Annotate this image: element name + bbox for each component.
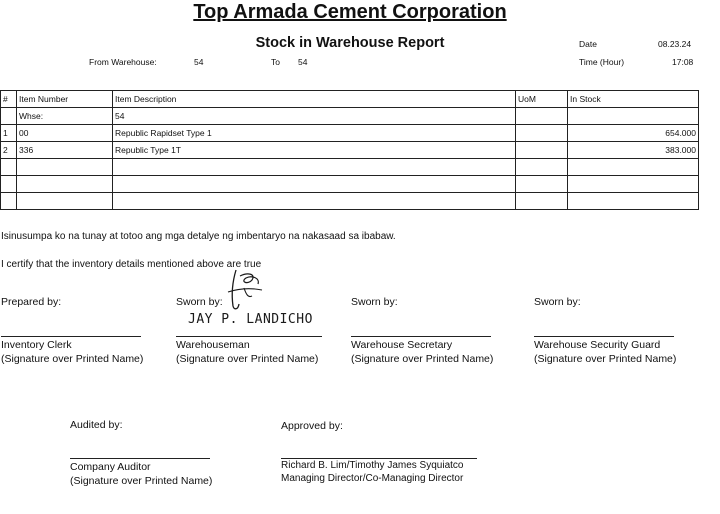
security-guard-note: (Signature over Printed Name) — [534, 353, 677, 365]
table-row — [1, 142, 699, 159]
item-uom — [516, 125, 568, 142]
secretary-note: (Signature over Printed Name) — [351, 353, 494, 365]
item-number: 336 — [17, 142, 113, 159]
date-value: 08.23.24 — [658, 39, 692, 49]
stock-table — [0, 90, 699, 210]
company-name: Top Armada Cement Corporation — [193, 1, 507, 23]
secretary-signature-line — [351, 336, 491, 337]
warehouseman-signature-line — [176, 336, 322, 337]
auditor-role: Company Auditor — [70, 461, 151, 473]
report-title: Stock in Warehouse Report — [255, 35, 445, 51]
empty-row — [1, 159, 699, 176]
table-header-row — [1, 91, 699, 108]
empty-row — [1, 193, 699, 210]
warehouseman-note: (Signature over Printed Name) — [176, 353, 319, 365]
prepared-note: (Signature over Printed Name) — [1, 353, 144, 365]
column-header-in-stock: In Stock — [568, 91, 699, 108]
warehouseman-role: Warehouseman — [176, 339, 250, 351]
item-in-stock: 654.000 — [568, 125, 699, 142]
sworn-by-label-security-guard: Sworn by: — [534, 296, 581, 308]
sworn-by-label-secretary: Sworn by: — [351, 296, 398, 308]
item-uom — [516, 142, 568, 159]
item-description: Republic Rapidset Type 1 — [113, 125, 516, 142]
audited-by-label: Audited by: — [70, 419, 123, 431]
tagalog-statement: Isinusumpa ko na tunay at totoo ang mga detalye ng imbentaryo na nakasaad sa ibabaw. — [1, 231, 396, 242]
whse-row — [1, 108, 699, 125]
secretary-role: Warehouse Secretary — [351, 339, 453, 351]
auditor-signature-line — [70, 458, 210, 459]
item-description: Republic Type 1T — [113, 142, 516, 159]
prepared-by-label: Prepared by: — [1, 296, 62, 308]
whse-label: Whse: — [17, 108, 113, 125]
item-in-stock: 383.000 — [568, 142, 699, 159]
row-number: 2 — [1, 142, 17, 159]
row-number: 1 — [1, 125, 17, 142]
column-header-uom: UoM — [516, 91, 568, 108]
from-warehouse-label: From Warehouse: — [89, 57, 157, 67]
approver-title: Managing Director/Co-Managing Director — [281, 473, 464, 484]
approved-by-label: Approved by: — [281, 420, 343, 432]
handwritten-signature-icon — [200, 266, 270, 312]
empty-row — [1, 176, 699, 193]
security-guard-signature-line — [534, 336, 674, 337]
date-label: Date — [579, 39, 597, 49]
sworn-by-label-warehouseman: Sworn by: — [176, 296, 223, 308]
to-warehouse-label: To — [271, 57, 280, 67]
column-header-item-description: Item Description — [113, 91, 516, 108]
time-value: 17:08 — [672, 57, 694, 67]
to-warehouse-value: 54 — [298, 57, 308, 67]
handwritten-name: JAY P. LANDICHO — [188, 312, 313, 327]
from-warehouse-value: 54 — [194, 57, 204, 67]
prepared-signature-line — [1, 336, 141, 337]
column-header-number: # — [1, 91, 17, 108]
auditor-note: (Signature over Printed Name) — [70, 475, 213, 487]
time-label: Time (Hour) — [579, 57, 625, 67]
table-row — [1, 125, 699, 142]
prepared-role: Inventory Clerk — [1, 339, 72, 351]
security-guard-role: Warehouse Security Guard — [534, 339, 661, 351]
approver-names: Richard B. Lim/Timothy James Syquiatco — [281, 460, 464, 471]
whse-value: 54 — [113, 108, 516, 125]
item-number: 00 — [17, 125, 113, 142]
english-statement: I certify that the inventory details mentioned above are true — [1, 259, 262, 270]
column-header-item-number: Item Number — [17, 91, 113, 108]
